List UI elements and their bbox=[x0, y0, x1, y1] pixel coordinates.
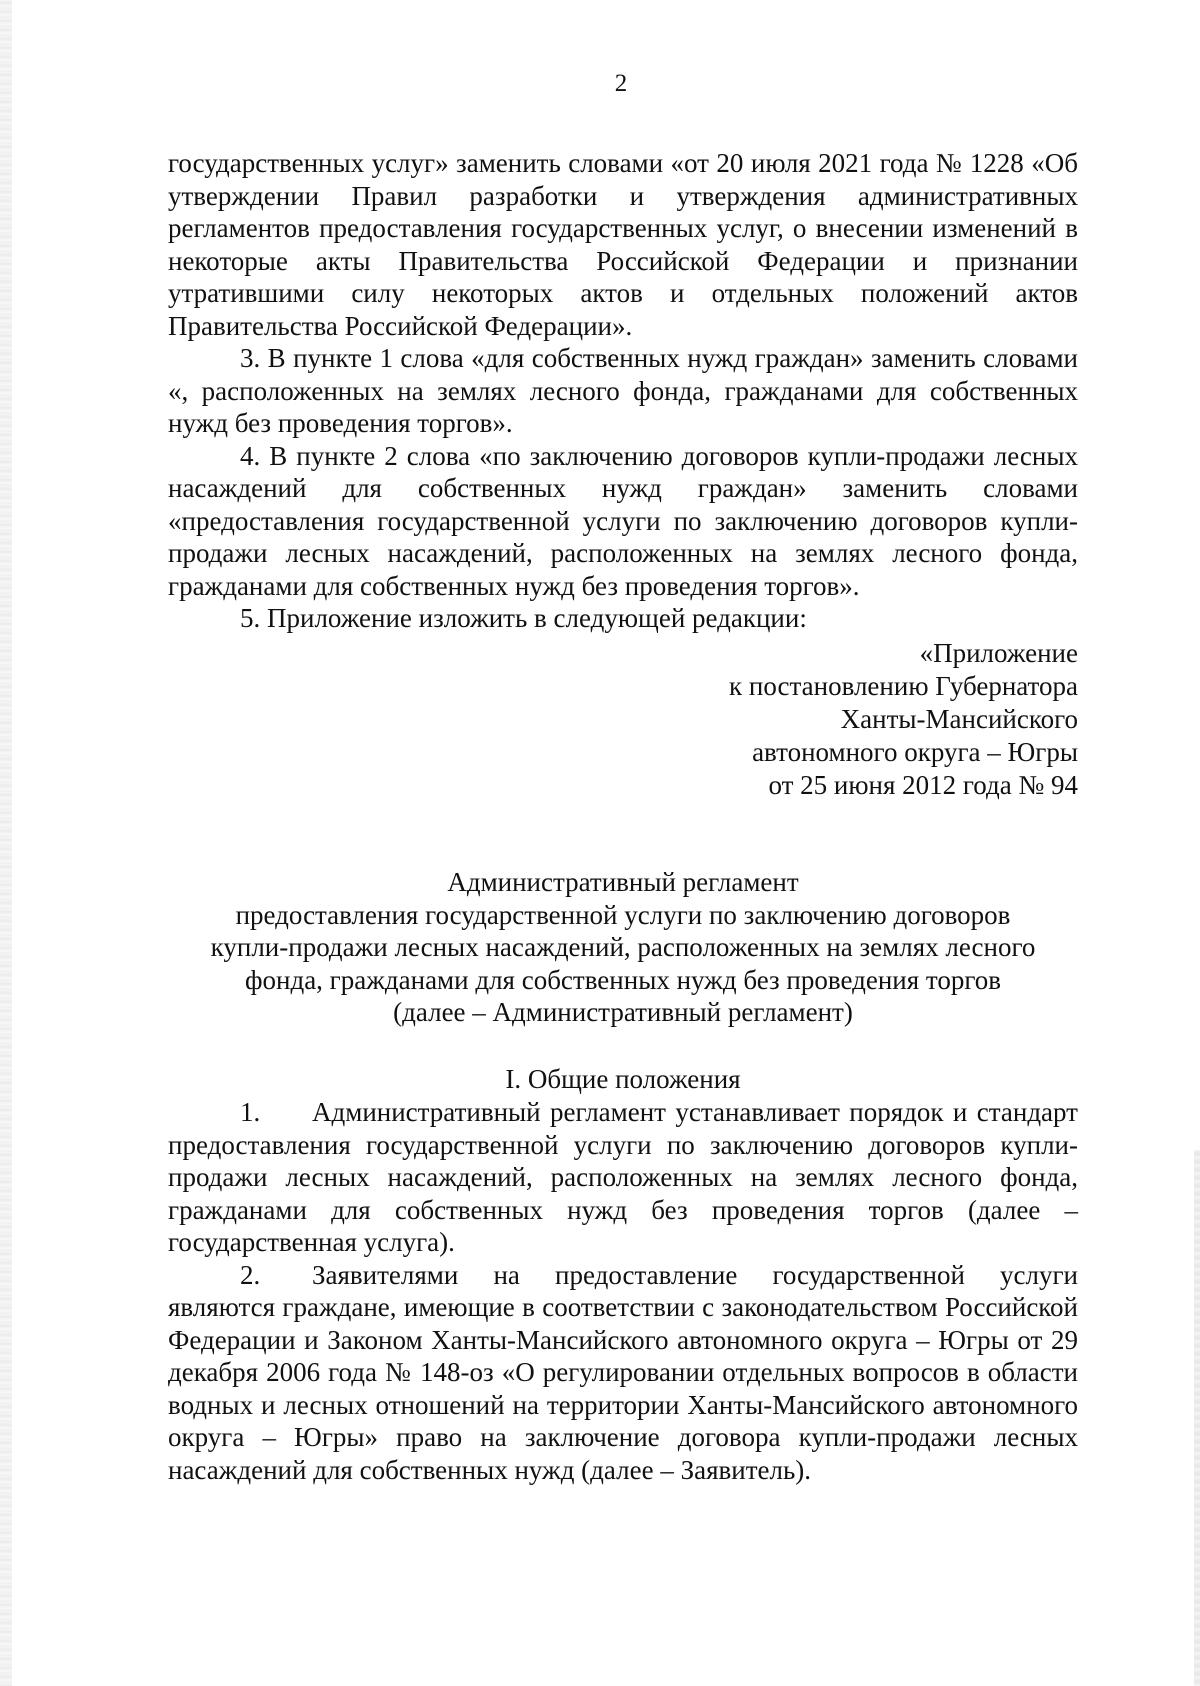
page-number: 2 bbox=[614, 70, 628, 97]
clause-1-paragraph bbox=[168, 1096, 1078, 1259]
section-heading: I. Общие положения bbox=[505, 1064, 741, 1094]
appendix-line-5: от 25 июня 2012 года № 94 bbox=[768, 770, 1078, 800]
scan-edge-right bbox=[1194, 1150, 1200, 1686]
amendment-text bbox=[168, 147, 1078, 635]
title-line-3: купли-продажи лесных насаждений, расположенных на землях лесного bbox=[210, 932, 1036, 962]
scan-edge-left bbox=[0, 0, 12, 1686]
clause-2-text: Заявителями на предоставление государственной услуги являются граждане, имеющие в соответствии с законодательством Российской Федерации и Законом Ханты-Мансийского автономного округа – Югры от 29 декабря 2006 года № 148-оз «О регулировании отдельных вопросов в области водных и лесных отношений на территории Ханты-Мансийского автономного округа – Югры» право на заключение договора купли-продажи лесных насаждений для собственных нужд (далее – Заявитель). bbox=[168, 1259, 1078, 1485]
item-3-paragraph: 3. В пункте 1 слова «для собственных нужд граждан» заменить словами «, расположенных на землях лесного фонда, гражданами для собственных нужд без проведения торгов». bbox=[168, 343, 1078, 438]
appendix-line-1: «Приложение bbox=[919, 638, 1078, 668]
item-4-paragraph: 4. В пункте 2 слова «по заключению договоров купли-продажи лесных насаждений для собственных нужд граждан» заменить словами «предоставления государственной услуги по заключению договоров купли-продажи лесных насаждений, расположенных на землях лесного фонда, гражданами для собственных нужд без проведения торгов». bbox=[168, 440, 1078, 601]
title-line-4: фонда, гражданами для собственных нужд без проведения торгов bbox=[245, 964, 1001, 995]
clause-2-number: 2. bbox=[240, 1259, 261, 1290]
clause-1-text: Административный регламент устанавливает порядок и стандарт предоставления государственной услуги по заключению договоров купли-продажи лесных насаждений, расположенных на землях лесного фонда, гражданами для собственных нужд без проведения торгов (далее – государственная услуга). bbox=[168, 1097, 1078, 1257]
title-line-5: (далее – Административный регламент) bbox=[393, 997, 853, 1027]
appendix-line-4: автономного округа – Югры bbox=[752, 737, 1078, 767]
document-title bbox=[168, 866, 1078, 1029]
title-line-2: предоставления государственной услуги по заключению договоров bbox=[235, 899, 1011, 930]
general-provisions-text bbox=[168, 1096, 1078, 1486]
appendix-line-2: к постановлению Губернатора bbox=[729, 671, 1078, 701]
clause-2-paragraph bbox=[168, 1259, 1078, 1487]
clause-1-number: 1. bbox=[240, 1097, 261, 1127]
appendix-header bbox=[600, 637, 1078, 802]
intro-paragraph: государственных услуг» заменить словами «от 20 июля 2021 года № 1228 «Об утверждении Правил разработки и утверждения административных регламентов предоставления государственных услуг, о внесении изменений в некоторые акты Правительства Российской Федерации и признании утратившими силу некоторых актов и отдельных положений актов Правительства Российской Федерации». bbox=[168, 148, 1078, 341]
appendix-line-3: Ханты-Мансийского bbox=[840, 704, 1078, 734]
item-5-paragraph: 5. Приложение изложить в следующей редакции: bbox=[240, 603, 807, 633]
title-line-1: Административный регламент bbox=[447, 867, 799, 897]
